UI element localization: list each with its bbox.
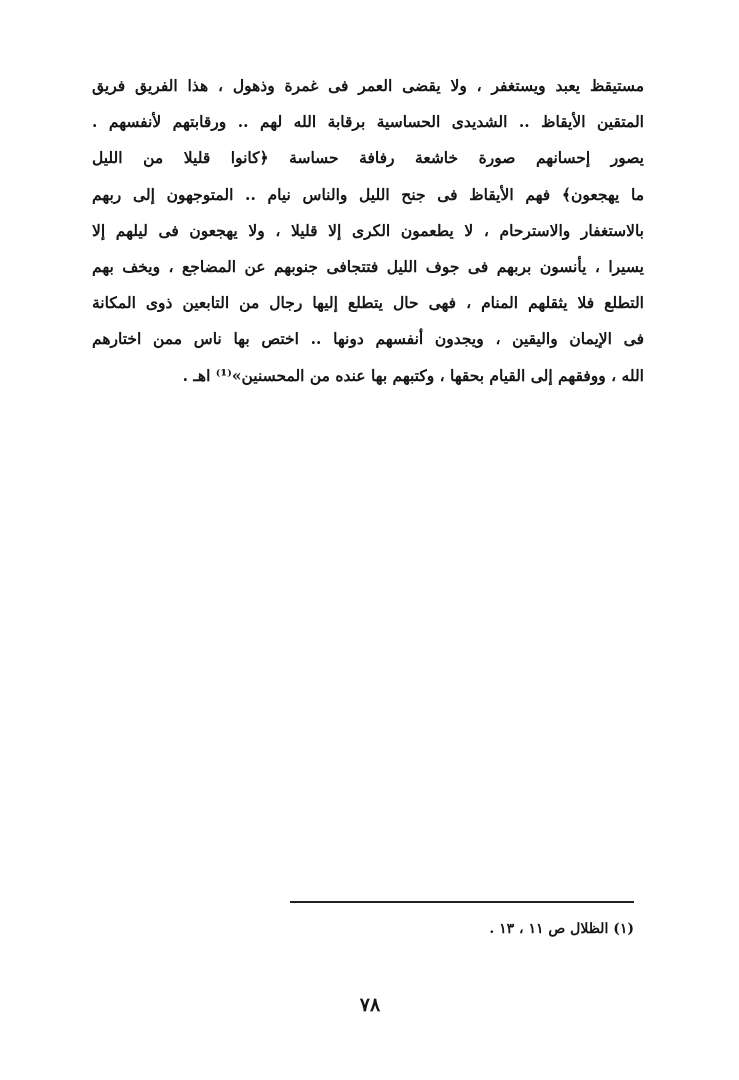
text-line-8: فى الإيمان واليقين ، ويجدون أنفسهم دونها .. اختص بها ناس ممن اختارهم <box>92 329 644 349</box>
text-line-5: بالاستغفار والاسترحام ، لا يطعمون الكرى إلا قليلا ، ولا يهجعون فى ليلهم إلا <box>92 220 644 240</box>
text-line-3: يصور إحسانهم صورة خاشعة رفافة حساسة ﴿كانوا قليلا من الليل <box>92 148 644 168</box>
text-line-9: الله ، ووفقهم إلى القيام بحقها ، وكتبهم بها عنده من المحسنين»⁽¹⁾ اهـ . <box>182 365 644 385</box>
page-number: ٧٨ <box>359 994 381 1016</box>
text-line-1: مستيقظ يعبد ويستغفر ، ولا يقضى العمر فى غمرة وذهول ، هذا الفريق فريق <box>92 76 644 95</box>
text-line-2: المتقين الأيقاظ .. الشديدى الحساسية برقابة الله لهم .. ورقابتهم لأنفسهم . <box>92 112 644 132</box>
footnote-divider <box>290 901 634 903</box>
text-line-7: التطلع فلا يثقلهم المنام ، فهى حال يتطلع إليها رجال من التابعين ذوى المكانة <box>92 293 644 313</box>
main-text-block <box>92 68 644 394</box>
text-line-4: ما يهجعون﴾ فهم الأيقاظ فى جنح الليل والناس نيام .. المتوجهون إلى ربهم <box>92 184 644 204</box>
footnote: (١) الظلال ص ١١ ، ١٣ . <box>489 921 634 937</box>
text-line-6: يسيرا ، يأنسون بربهم فى جوف الليل فتتجافى جنوبهم عن المضاجع ، ويخف بهم <box>92 256 644 276</box>
